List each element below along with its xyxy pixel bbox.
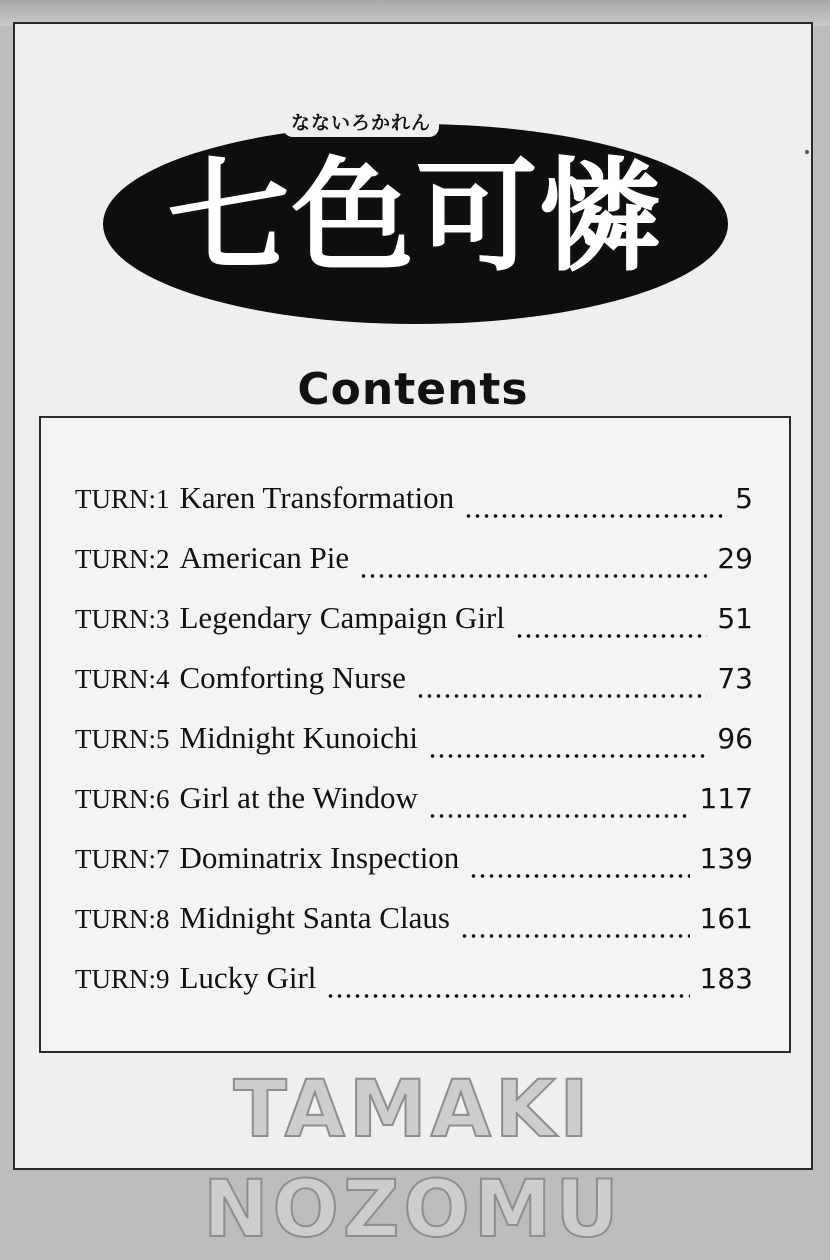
toc-turn: TURN:6 (75, 784, 170, 814)
toc-title: Dominatrix Inspection (179, 840, 460, 875)
toc-page-number: 96 (717, 722, 753, 755)
toc-page-number: 51 (717, 602, 753, 635)
toc-turn: TURN:4 (75, 664, 170, 694)
toc-row (75, 540, 753, 600)
logo-title: 七色可憐 (167, 146, 664, 288)
toc-row (75, 780, 753, 840)
toc-leader-dots (428, 813, 690, 819)
toc-title: Midnight Kunoichi (179, 720, 419, 755)
toc-list (75, 480, 753, 1020)
toc-page-number: 183 (699, 962, 753, 995)
contents-page (13, 22, 813, 1255)
toc-leader-dots (428, 753, 707, 759)
toc-page-number: 73 (717, 662, 753, 695)
toc-row (75, 960, 753, 1020)
toc-turn: TURN:2 (75, 544, 170, 574)
toc-title: Legendary Campaign Girl (179, 600, 505, 635)
toc-leader-dots (416, 693, 707, 699)
toc-title: Comforting Nurse (179, 660, 406, 695)
toc-leader-dots (464, 513, 725, 519)
toc-leader-dots (460, 933, 690, 939)
toc-row (75, 480, 753, 540)
toc-turn: TURN:7 (75, 844, 170, 874)
toc-page-number: 161 (699, 902, 753, 935)
toc-turn: TURN:1 (75, 484, 170, 514)
toc-leader-dots (326, 993, 689, 999)
toc-box (39, 416, 791, 1053)
toc-page-number: 117 (699, 782, 753, 815)
toc-row (75, 720, 753, 780)
toc-title: Karen Transformation (179, 480, 455, 515)
toc-turn: TURN:8 (75, 904, 170, 934)
toc-leader-dots (515, 633, 707, 639)
toc-leader-dots (469, 873, 689, 879)
toc-row (75, 900, 753, 960)
toc-title: Lucky Girl (179, 960, 317, 995)
toc-title: American Pie (179, 540, 350, 575)
toc-row (75, 840, 753, 900)
toc-title: Midnight Santa Claus (179, 900, 450, 935)
scan-speck (805, 150, 809, 154)
contents-heading: Contents (297, 364, 529, 415)
toc-page-number: 29 (717, 542, 753, 575)
toc-turn: TURN:3 (75, 604, 170, 634)
toc-turn: TURN:5 (75, 724, 170, 754)
author-name: TAMAKI NOZOMU (203, 1065, 623, 1255)
toc-row (75, 600, 753, 660)
toc-page-number: 139 (699, 842, 753, 875)
toc-row (75, 660, 753, 720)
toc-page-number: 5 (735, 482, 753, 515)
toc-title: Girl at the Window (179, 780, 418, 815)
logo-kana: なないろかれん (283, 106, 439, 137)
toc-leader-dots (359, 573, 707, 579)
toc-turn: TURN:9 (75, 964, 170, 994)
